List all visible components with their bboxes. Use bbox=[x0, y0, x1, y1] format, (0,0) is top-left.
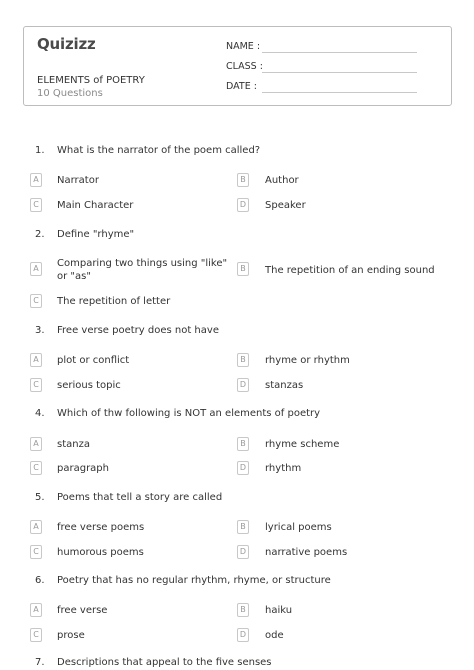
option-letter-box: B bbox=[237, 353, 249, 367]
question-count: 10 Questions bbox=[37, 88, 103, 99]
option-letter-box: A bbox=[30, 262, 42, 276]
option-letter-box: B bbox=[237, 173, 249, 187]
option-text: humorous poems bbox=[57, 547, 144, 558]
option-text: free verse poems bbox=[57, 522, 145, 533]
option-letter-box: C bbox=[30, 198, 42, 212]
option-text: Speaker bbox=[265, 200, 306, 211]
option-text: stanza bbox=[57, 439, 90, 450]
class-line[interactable] bbox=[262, 72, 417, 73]
question-text: Which of thw following is NOT an elements of poetry bbox=[57, 408, 321, 419]
option-letter-box: A bbox=[30, 173, 42, 187]
option-text: serious topic bbox=[57, 380, 121, 391]
question-text: What is the narrator of the poem called? bbox=[57, 145, 261, 156]
option-letter-box: A bbox=[30, 437, 42, 451]
option-letter-box: A bbox=[30, 353, 42, 367]
option-letter-box: C bbox=[30, 628, 42, 642]
question-text: Poems that tell a story are called bbox=[57, 492, 223, 503]
option-letter-box: D bbox=[237, 461, 249, 475]
question-text: Define "rhyme" bbox=[57, 229, 135, 240]
option-text: lyrical poems bbox=[265, 522, 332, 533]
option-text: prose bbox=[57, 630, 85, 641]
option-text: Narrator bbox=[57, 175, 99, 186]
quizizz-logo: Quizizz bbox=[37, 35, 96, 53]
option-text: paragraph bbox=[57, 463, 109, 474]
question-number: 6. bbox=[35, 575, 45, 586]
question-number: 3. bbox=[35, 325, 45, 336]
name-line[interactable] bbox=[262, 52, 417, 53]
option-letter-box: A bbox=[30, 520, 42, 534]
option-text: rhyme scheme bbox=[265, 439, 340, 450]
option-text: haiku bbox=[265, 605, 293, 616]
option-letter-box: D bbox=[237, 378, 249, 392]
option-letter-box: B bbox=[237, 437, 249, 451]
option-letter-box: C bbox=[30, 294, 42, 308]
option-text: The repetition of an ending sound bbox=[265, 265, 435, 276]
option-text: narrative poems bbox=[265, 547, 348, 558]
option-letter-box: C bbox=[30, 461, 42, 475]
question-number: 2. bbox=[35, 229, 45, 240]
option-text: rhyme or rhythm bbox=[265, 355, 350, 366]
option-text: free verse bbox=[57, 605, 108, 616]
option-letter-box: B bbox=[237, 262, 249, 276]
question-number: 1. bbox=[35, 145, 45, 156]
option-letter-box: B bbox=[237, 520, 249, 534]
option-text: Author bbox=[265, 175, 299, 186]
option-letter-box: D bbox=[237, 628, 249, 642]
date-line[interactable] bbox=[262, 92, 417, 93]
name-label: NAME : bbox=[226, 41, 261, 52]
option-letter-box: B bbox=[237, 603, 249, 617]
question-text: Descriptions that appeal to the five senses bbox=[57, 657, 272, 668]
option-letter-box: D bbox=[237, 545, 249, 559]
option-letter-box: D bbox=[237, 198, 249, 212]
class-label: CLASS : bbox=[226, 61, 263, 72]
option-text: plot or conflict bbox=[57, 355, 130, 366]
question-number: 7. bbox=[35, 657, 45, 668]
option-text: rhythm bbox=[265, 463, 302, 474]
question-text: Poetry that has no regular rhythm, rhyme, or structure bbox=[57, 575, 331, 586]
option-text: stanzas bbox=[265, 380, 304, 391]
option-text: Comparing two things using "like" or "as" bbox=[57, 258, 228, 282]
option-letter-box: C bbox=[30, 545, 42, 559]
option-text: The repetition of letter bbox=[57, 296, 171, 307]
option-text: Main Character bbox=[57, 200, 134, 211]
option-letter-box: C bbox=[30, 378, 42, 392]
option-letter-box: A bbox=[30, 603, 42, 617]
worksheet-title: ELEMENTS of POETRY bbox=[37, 75, 145, 86]
question-number: 4. bbox=[35, 408, 45, 419]
date-label: DATE : bbox=[226, 81, 257, 92]
question-text: Free verse poetry does not have bbox=[57, 325, 219, 336]
question-number: 5. bbox=[35, 492, 45, 503]
option-text: ode bbox=[265, 630, 284, 641]
